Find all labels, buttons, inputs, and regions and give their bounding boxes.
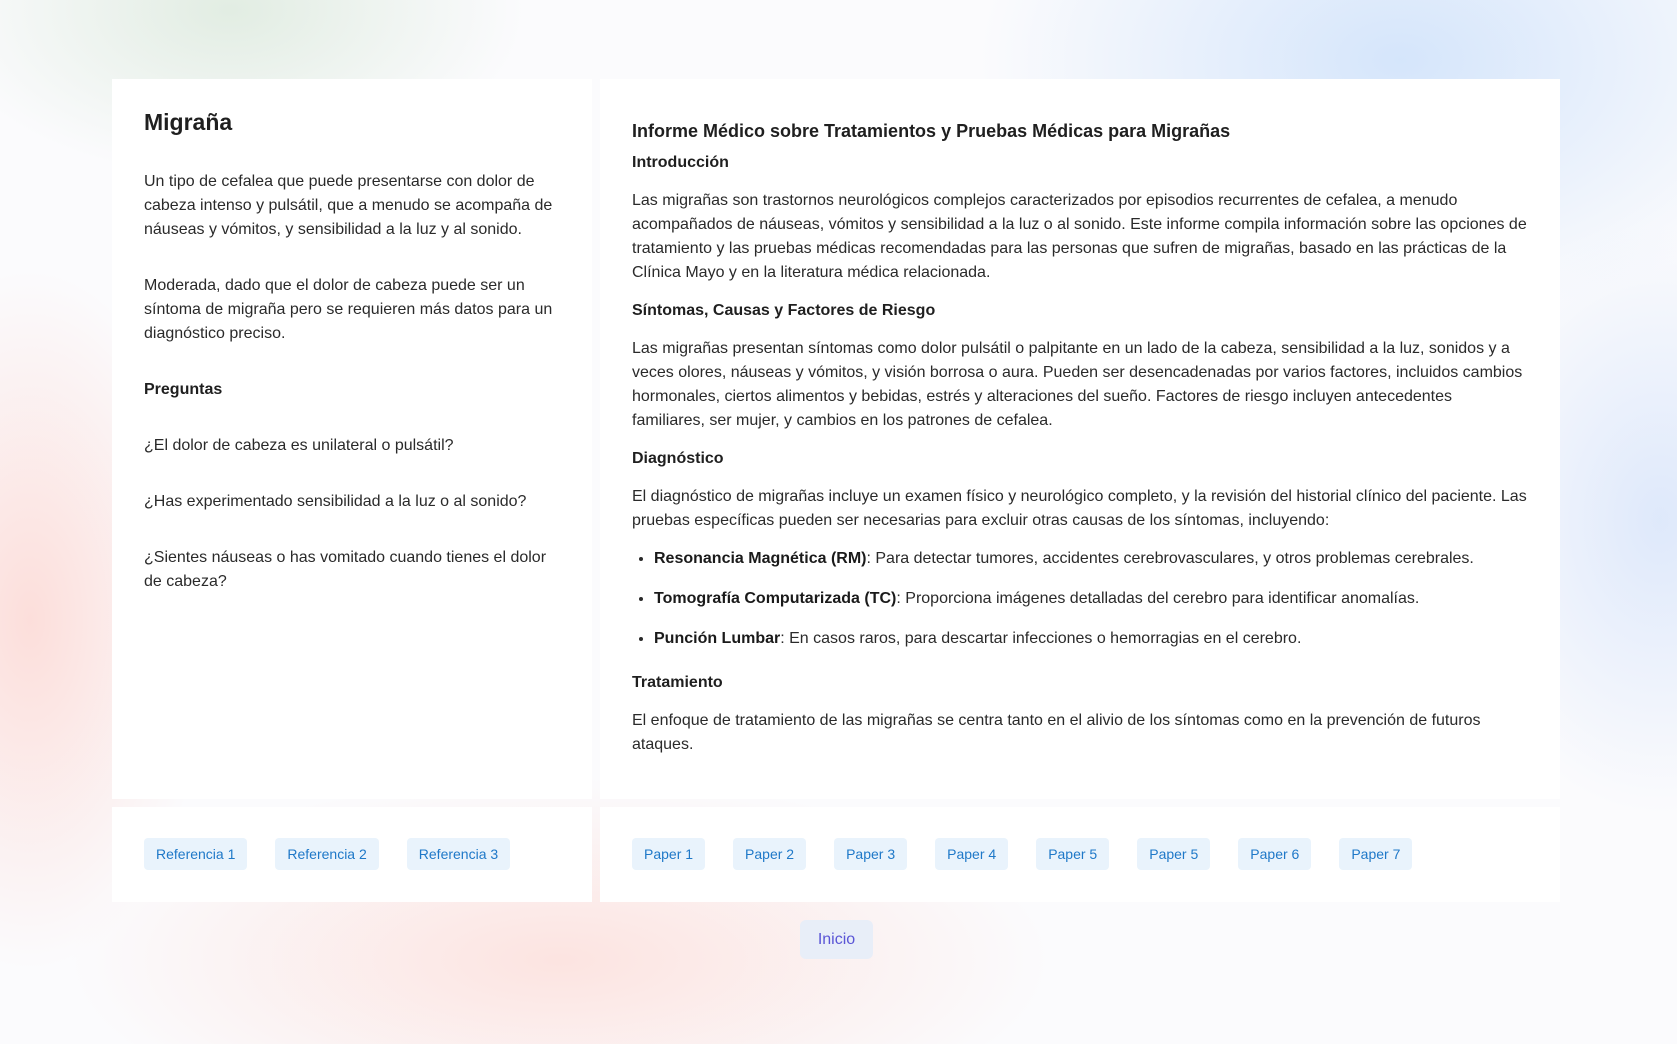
condition-assessment: Moderada, dado que el dolor de cabeza puede ser un síntoma de migraña pero se requieren más datos para un diagnóstico preciso. (144, 277, 553, 342)
test-description: : Para detectar tumores, accidentes cerebrovasculares, y otros problemas cerebrales. (866, 550, 1474, 567)
questions-heading: Preguntas (144, 381, 223, 398)
paper-link-5b[interactable]: Paper 5 (1137, 838, 1210, 870)
paper-link-1[interactable]: Paper 1 (632, 838, 705, 870)
symptoms-heading: Síntomas, Causas y Factores de Riesgo (632, 302, 936, 319)
symptoms-text: Las migrañas presentan síntomas como dolor pulsátil o palpitante en un lado de la cabeza, sensibilidad a la luz, sonidos y a veces olores, náuseas y vómitos, y visión borrosa o aura. Pueden ser desencadenadas por varios factores, incluidos cambios hormonales, ciertos alimentos y bebidas, estrés y alteraciones del sueño. Factores de riesgo incluyen antecedentes familiares, ser mujer, y cambios en los patrones de cefalea. (632, 340, 1523, 429)
question-item: ¿El dolor de cabeza es unilateral o pulsátil? (144, 437, 454, 454)
test-name: Punción Lumbar (654, 630, 781, 647)
home-button[interactable]: Inicio (800, 920, 873, 959)
test-name: Tomografía Computarizada (TC) (654, 590, 897, 607)
question-item: ¿Sientes náuseas o has vomitado cuando tienes el dolor de cabeza? (144, 549, 547, 590)
reference-link-3[interactable]: Referencia 3 (407, 838, 510, 870)
report-title: Informe Médico sobre Tratamientos y Pruebas Médicas para Migrañas (632, 121, 1231, 141)
diagnosis-text: El diagnóstico de migrañas incluye un examen físico y neurológico completo, y la revisión del historial clínico del paciente. Las pruebas específicas pueden ser necesarias para excluir otras causas de los síntomas, incluyendo: (632, 488, 1527, 529)
question-item: ¿Has experimentado sensibilidad a la luz o al sonido? (144, 493, 527, 510)
condition-title: Migraña (144, 109, 233, 135)
paper-link-4[interactable]: Paper 4 (935, 838, 1008, 870)
tests-list (632, 547, 1528, 651)
report-scroll-area[interactable] (632, 119, 1528, 805)
test-description: : Proporciona imágenes detalladas del cerebro para identificar anomalías. (896, 590, 1420, 607)
report-panel (600, 79, 1560, 799)
intro-heading: Introducción (632, 154, 729, 171)
test-name: Resonancia Magnética (RM) (654, 550, 867, 567)
diagnosis-heading: Diagnóstico (632, 450, 724, 467)
paper-link-5[interactable]: Paper 5 (1036, 838, 1109, 870)
intro-text: Las migrañas son trastornos neurológicos complejos caracterizados por episodios recurrentes de cefalea, a menudo acompañados de náuseas, vómitos y sensibilidad a la luz o al sonido. Este informe compila información sobre las opciones de tratamiento y las pruebas médicas recomendadas para las personas que sufren de migrañas, basado en las prácticas de la Clínica Mayo y en la literatura médica relacionada. (632, 192, 1527, 281)
reference-link-2[interactable]: Referencia 2 (275, 838, 378, 870)
paper-link-3[interactable]: Paper 3 (834, 838, 907, 870)
test-item (654, 627, 1528, 651)
condition-description: Un tipo de cefalea que puede presentarse con dolor de cabeza intenso y pulsátil, que a menudo se acompaña de náuseas y vómitos, y sensibilidad a la luz y al sonido. (144, 173, 553, 238)
treatment-text: El enfoque de tratamiento de las migrañas se centra tanto en el alivio de los síntomas como en la prevención de futuros ataques. (632, 712, 1481, 753)
references-bar (112, 807, 592, 902)
treatment-heading: Tratamiento (632, 674, 723, 691)
reference-link-1[interactable]: Referencia 1 (144, 838, 247, 870)
paper-link-6[interactable]: Paper 6 (1238, 838, 1311, 870)
paper-link-7[interactable]: Paper 7 (1339, 838, 1412, 870)
paper-link-2[interactable]: Paper 2 (733, 838, 806, 870)
papers-bar (600, 807, 1560, 902)
test-description: : En casos raros, para descartar infecciones o hemorragias en el cerebro. (780, 630, 1302, 647)
condition-panel (112, 79, 592, 799)
test-item (654, 547, 1528, 571)
test-item (654, 587, 1528, 611)
